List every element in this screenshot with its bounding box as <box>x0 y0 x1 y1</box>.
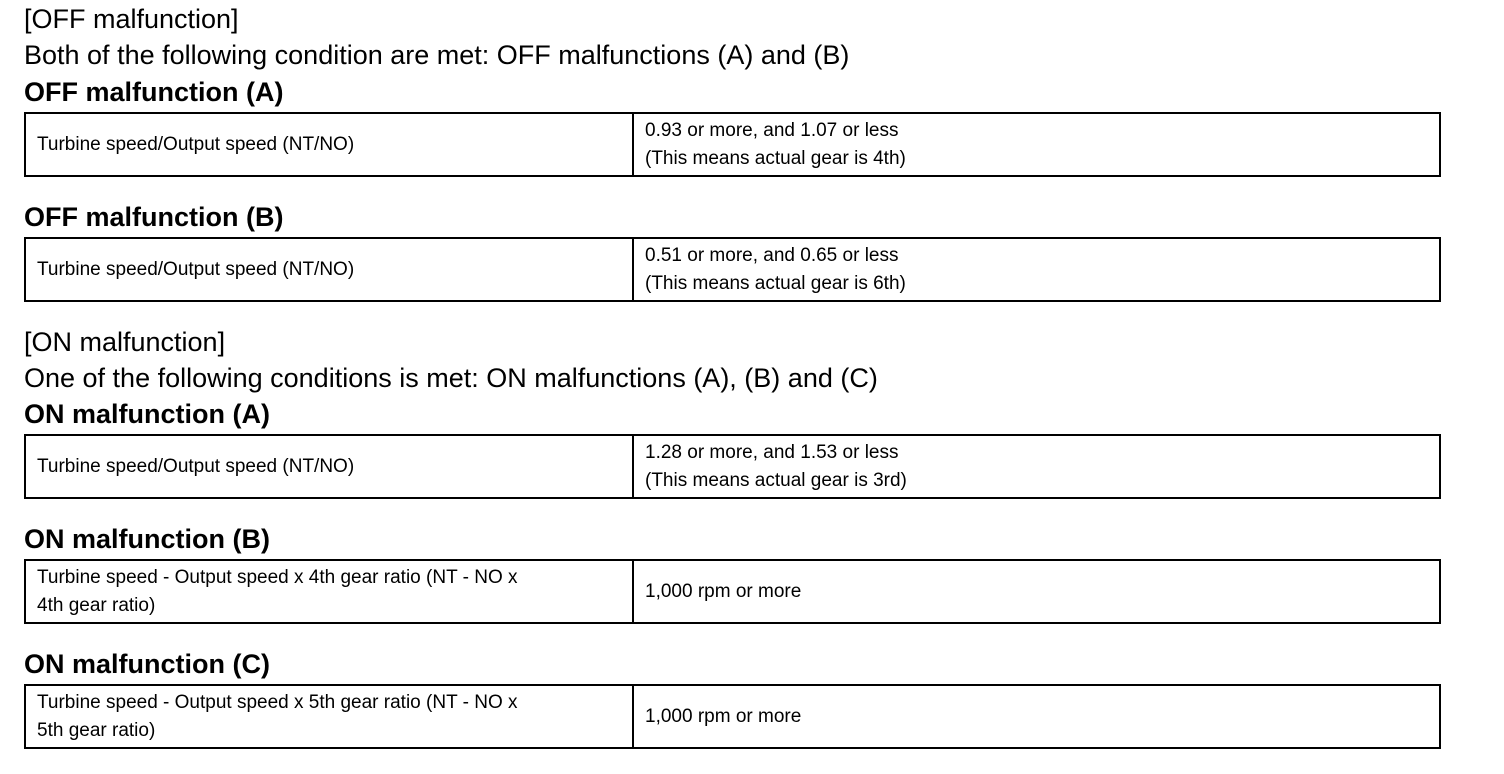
value-cell <box>633 238 1440 301</box>
on-malfunction-intro: One of the following conditions is met: ON malfunctions (A), (B) and (C) <box>24 363 878 393</box>
condition-text: Turbine speed/Output speed (NT/NO) <box>37 455 355 477</box>
off-malfunction-a-table <box>24 112 1441 177</box>
off-malfunction-heading: [OFF malfunction] <box>24 4 239 34</box>
off-malfunction-b-table <box>24 237 1441 302</box>
value-text: 1,000 rpm or more <box>645 580 802 602</box>
condition-text-continued: 5th gear ratio) <box>37 719 156 741</box>
on-malfunction-c-title: ON malfunction (C) <box>24 649 270 679</box>
condition-text: Turbine speed/Output speed (NT/NO) <box>37 258 355 280</box>
value-note: (This means actual gear is 4th) <box>645 147 906 169</box>
condition-cell <box>25 435 633 498</box>
table-row <box>25 113 1440 176</box>
condition-cell <box>25 685 633 748</box>
condition-text: Turbine speed - Output speed x 4th gear ratio (NT - NO x <box>37 566 518 588</box>
on-malfunction-b-table-wrap <box>24 559 1441 624</box>
value-note: (This means actual gear is 6th) <box>645 272 906 294</box>
value-text: 1.28 or more, and 1.53 or less <box>645 441 899 463</box>
on-malfunction-a-title: ON malfunction (A) <box>24 399 270 429</box>
off-malfunction-b-table-wrap <box>24 237 1441 302</box>
on-malfunction-b-title: ON malfunction (B) <box>24 524 270 554</box>
condition-text: Turbine speed - Output speed x 5th gear ratio (NT - NO x <box>37 691 518 713</box>
condition-cell <box>25 560 633 623</box>
value-text: 0.93 or more, and 1.07 or less <box>645 119 899 141</box>
condition-text-continued: 4th gear ratio) <box>37 594 156 616</box>
table-row <box>25 560 1440 623</box>
condition-cell <box>25 238 633 301</box>
value-cell <box>633 113 1440 176</box>
value-cell <box>633 685 1440 748</box>
on-malfunction-a-table-wrap <box>24 434 1441 499</box>
on-malfunction-heading: [ON malfunction] <box>24 327 226 357</box>
value-cell <box>633 435 1440 498</box>
on-malfunction-b-table <box>24 559 1441 624</box>
on-malfunction-a-table <box>24 434 1441 499</box>
off-malfunction-b-title: OFF malfunction (B) <box>24 202 284 232</box>
on-malfunction-c-table-wrap <box>24 684 1441 749</box>
value-text: 1,000 rpm or more <box>645 705 802 727</box>
value-cell <box>633 560 1440 623</box>
table-row <box>25 238 1440 301</box>
off-malfunction-intro: Both of the following condition are met: OFF malfunctions (A) and (B) <box>24 40 850 70</box>
condition-text: Turbine speed/Output speed (NT/NO) <box>37 133 355 155</box>
condition-cell <box>25 113 633 176</box>
value-text: 0.51 or more, and 0.65 or less <box>645 244 899 266</box>
table-row <box>25 685 1440 748</box>
value-note: (This means actual gear is 3rd) <box>645 469 907 491</box>
off-malfunction-a-title: OFF malfunction (A) <box>24 77 284 107</box>
table-row <box>25 435 1440 498</box>
off-malfunction-a-table-wrap <box>24 112 1441 177</box>
on-malfunction-c-table <box>24 684 1441 749</box>
